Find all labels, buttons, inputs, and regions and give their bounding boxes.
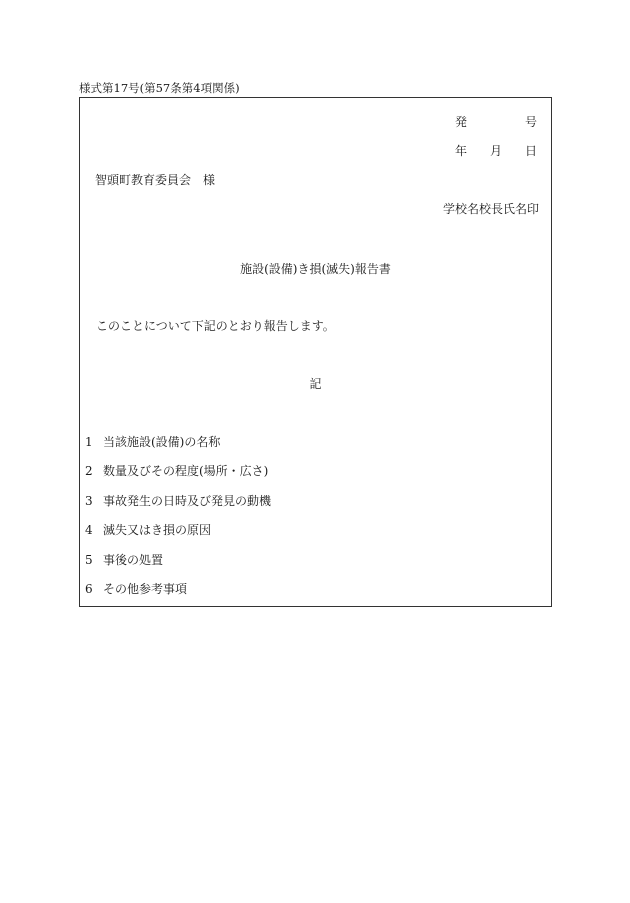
item-label: 数量及びその程度(場所・広さ) (103, 464, 269, 478)
form-number-label: 様式第17号(第57条第4項関係) (79, 81, 240, 95)
item-label: 事故発生の日時及び発見の動機 (103, 494, 272, 508)
item-number: 5 (85, 553, 93, 567)
report-form-frame (79, 97, 552, 607)
item-label: その他参考事項 (103, 582, 188, 596)
addressee: 智頭町教育委員会 様 (95, 173, 216, 187)
list-item (85, 582, 187, 596)
sender-signature: 学校名校長氏名印 (443, 202, 540, 216)
item-number: 3 (85, 494, 93, 508)
item-label: 事後の処置 (103, 553, 164, 567)
item-number: 6 (85, 582, 93, 596)
date-day: 日 (524, 144, 537, 158)
document-title: 施設(設備)き損(滅失)報告書 (240, 262, 391, 276)
item-label: 滅失又はき損の原因 (103, 523, 212, 537)
date-year: 年 (455, 144, 468, 158)
list-item (85, 553, 163, 567)
item-label: 当該施設(設備)の名称 (103, 435, 221, 449)
body-text: このことについて下記のとおり報告します。 (96, 319, 335, 333)
list-item (85, 464, 268, 478)
date-row (455, 144, 537, 158)
item-number: 2 (85, 464, 93, 478)
issue-number-prefix: 発 (455, 115, 468, 129)
list-item (85, 494, 271, 508)
issue-number-row (455, 115, 537, 129)
list-item (85, 523, 211, 537)
issue-number-suffix: 号 (524, 115, 537, 129)
item-number: 4 (85, 523, 93, 537)
ki-heading: 記 (309, 377, 322, 391)
item-number: 1 (85, 435, 93, 449)
date-month: 月 (489, 144, 502, 158)
list-item (85, 435, 220, 449)
